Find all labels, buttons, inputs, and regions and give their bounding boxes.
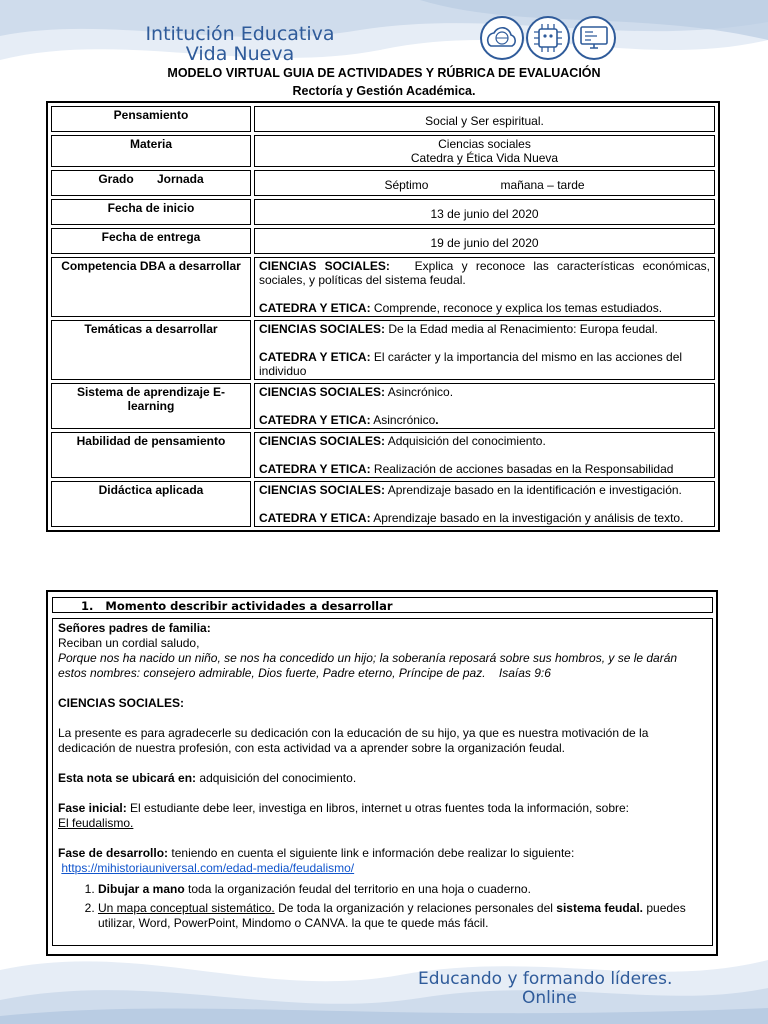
task-item-2: [98, 901, 707, 931]
document-subtitle: Rectoría y Gestión Académica.: [292, 84, 476, 98]
task2-text: De toda la organización y relaciones personales del: [278, 901, 553, 915]
feudalismo-link[interactable]: https://mihistoriauniversal.com/edad-media/feudalismo/: [61, 861, 355, 875]
quote-text: Porque nos ha nacido un niño, se nos ha concedido un hijo; la soberanía reposará sobre sus hombros, y se le darán estos nombres: consejero admirable, Dios fuerte, Padre eterno, Príncipe de paz.: [58, 651, 678, 680]
task2-underlined: Un mapa conceptual sistemático.: [98, 901, 275, 915]
section-body: [52, 618, 713, 946]
materia-value: [254, 135, 715, 167]
pensamiento-label: Pensamiento: [51, 106, 251, 132]
habilidad-ce-label: CATEDRA Y ETICA:: [259, 462, 371, 476]
tematicas-label: Temáticas a desarrollar: [51, 320, 251, 380]
task2-bold: sistema feudal.: [556, 901, 643, 915]
computer-screen-icon: [573, 17, 615, 59]
tematicas-cs-label: CIENCIAS SOCIALES:: [259, 322, 386, 336]
fase-desarrollo-text: teniendo en cuenta el siguiente link e información debe realizar lo siguiente:: [171, 846, 575, 860]
competencia-cs-text: Explica y reconoce las características económicas, sociales, y políticas del sistema feudal.: [259, 259, 710, 287]
fase-inicial-label: Fase inicial:: [58, 801, 127, 815]
task-list: [58, 882, 707, 931]
habilidad-cs-label: CIENCIAS SOCIALES:: [259, 434, 386, 448]
didactica-label: Didáctica aplicada: [51, 481, 251, 527]
materia-value-2: Catedra y Ética Vida Nueva: [410, 151, 559, 165]
fase-inicial-line: [58, 801, 707, 816]
nota-line: [58, 771, 707, 786]
competencia-ce-label: CATEDRA Y ETICA:: [259, 301, 371, 315]
habilidad-value: [254, 432, 715, 478]
sistema-ce-label: CATEDRA Y ETICA:: [259, 413, 371, 427]
row-grado: [51, 170, 715, 196]
tematicas-ce-label: CATEDRA Y ETICA:: [259, 350, 371, 364]
sistema-cs-label: CIENCIAS SOCIALES:: [259, 385, 386, 399]
row-tematicas: [51, 320, 715, 380]
task-item-1: [98, 882, 707, 897]
sistema-ce-end: .: [435, 413, 439, 427]
fecha-inicio-value: 13 de junio del 2020: [254, 199, 715, 225]
globe-cloud-icon: [481, 17, 523, 59]
fase-inicial-topic: El feudalismo.: [58, 816, 134, 830]
didactica-value: [254, 481, 715, 527]
logo-group: [478, 12, 618, 64]
fecha-entrega-label: Fecha de entrega: [51, 228, 251, 254]
footer-line1: Educando y formando líderes.: [418, 969, 673, 989]
competencia-value: [254, 257, 715, 317]
competencia-cs-label: CIENCIAS SOCIALES:: [259, 259, 390, 273]
fase-desarrollo-line: [58, 846, 707, 861]
greeting: Señores padres de familia:: [58, 621, 211, 635]
habilidad-ce-text: Realización de acciones basadas en la Responsabilidad: [373, 462, 674, 476]
tematicas-cs-text: De la Edad media al Renacimiento: Europa feudal.: [388, 322, 658, 336]
jornada-label-text: Jornada: [157, 172, 204, 186]
tematicas-value: [254, 320, 715, 380]
footer-line2: Online: [522, 988, 577, 1008]
nota-label: Esta nota se ubicará en:: [58, 771, 197, 785]
info-table: [46, 101, 720, 532]
row-competencia: [51, 257, 715, 317]
intro-paragraph: La presente es para agradecerle su dedicación con la educación de su hijo, ya que es nuestra motivación de la dedicación de nuestra profesión, con esta actividad va a aprender sobre la organización feudal.: [58, 726, 649, 755]
row-sistema: [51, 383, 715, 429]
fecha-entrega-value: 19 de junio del 2020: [254, 228, 715, 254]
didactica-cs-text: Aprendizaje basado en la identificación e investigación.: [387, 483, 682, 497]
task1-text: toda la organización feudal del territorio en una hoja o cuaderno.: [188, 882, 531, 896]
bible-quote: [58, 651, 707, 681]
sistema-label: Sistema de aprendizaje E-learning: [51, 383, 251, 429]
task1-bold: Dibujar a mano: [98, 882, 185, 896]
pensamiento-value: Social y Ser espiritual.: [254, 106, 715, 132]
row-fecha-inicio: [51, 199, 715, 225]
fase-inicial-text: El estudiante debe leer, investiga en libros, internet u otras fuentes toda la información, sobre:: [130, 801, 630, 815]
grado-value: [254, 170, 715, 196]
jornada-value-text: mañana – tarde: [500, 178, 585, 192]
competencia-label: Competencia DBA a desarrollar: [51, 257, 251, 317]
salute: Reciban un cordial saludo,: [58, 636, 200, 650]
materia-label: Materia: [51, 135, 251, 167]
institution-line2: Vida Nueva: [185, 43, 295, 65]
row-habilidad: [51, 432, 715, 478]
activities-section: [46, 590, 718, 956]
didactica-ce-label: CATEDRA Y ETICA:: [259, 511, 371, 525]
row-pensamiento: [51, 106, 715, 132]
section-heading: [52, 597, 713, 613]
institution-name: [140, 24, 340, 64]
section-number: 1.: [81, 599, 94, 613]
row-fecha-entrega: [51, 228, 715, 254]
didactica-ce-text: Aprendizaje basado en la investigación y análisis de texto.: [373, 511, 684, 525]
didactica-cs-label: CIENCIAS SOCIALES:: [259, 483, 386, 497]
materia-value-1: Ciencias sociales: [438, 137, 531, 151]
footer-slogan: [418, 970, 718, 1008]
fase-desarrollo-label: Fase de desarrollo:: [58, 846, 169, 860]
grado-value-text: Séptimo: [384, 178, 429, 192]
grado-label: [51, 170, 251, 196]
circuit-chip-icon: [527, 17, 569, 59]
nota-text: adquisición del conocimiento.: [199, 771, 357, 785]
competencia-ce-text: Comprende, reconoce y explica los temas estudiados.: [373, 301, 663, 315]
habilidad-cs-text: Adquisición del conocimiento.: [387, 434, 546, 448]
sistema-cs-text: Asincrónico.: [387, 385, 454, 399]
document-title: MODELO VIRTUAL GUIA DE ACTIVIDADES Y RÚBRICA DE EVALUACIÓN: [167, 66, 601, 80]
quote-ref: Isaías 9:6: [498, 666, 551, 680]
institution-line1: Intitución Educativa: [145, 23, 335, 45]
habilidad-label: Habilidad de pensamiento: [51, 432, 251, 478]
row-materia: [51, 135, 715, 167]
section-heading-text: Momento describir actividades a desarrollar: [105, 599, 393, 613]
subject-heading: CIENCIAS SOCIALES:: [58, 696, 185, 710]
grado-label-text: Grado: [98, 172, 134, 186]
sistema-ce-text: Asincrónico: [373, 413, 436, 427]
fecha-inicio-label: Fecha de inicio: [51, 199, 251, 225]
sistema-value: [254, 383, 715, 429]
tematicas-ce-text: El carácter y la importancia del mismo en las acciones del individuo: [259, 350, 683, 378]
task2-rest: puedes utilizar, Word, PowerPoint, Mindomo o CANVA. la que te quede más fácil.: [98, 901, 686, 930]
row-didactica: [51, 481, 715, 527]
